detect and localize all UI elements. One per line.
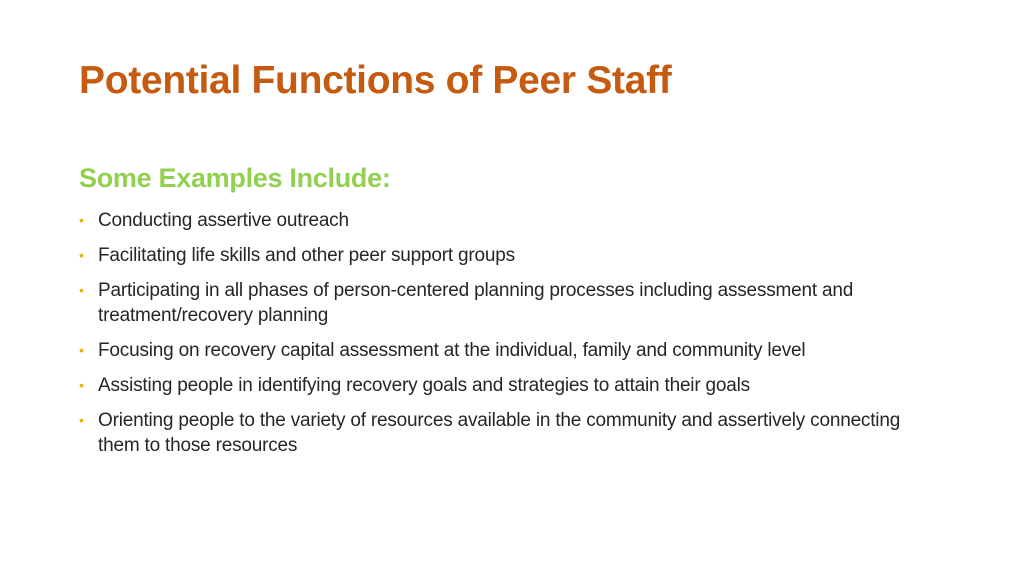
bullet-text: Conducting assertive outreach	[98, 210, 349, 231]
bullet-icon: •	[79, 282, 84, 298]
list-item	[79, 208, 939, 233]
bullet-text: Participating in all phases of person-centered planning processes including assessment and treatment/recovery planning	[98, 280, 854, 326]
bullet-text: Facilitating life skills and other peer support groups	[98, 245, 515, 266]
bullet-text: Focusing on recovery capital assessment at the individual, family and community level	[98, 340, 806, 361]
subheading: Some Examples Include:	[79, 163, 391, 193]
slide-title: Potential Functions of Peer Staff	[79, 59, 672, 102]
bullet-icon: •	[79, 377, 84, 393]
bullet-icon: •	[79, 247, 84, 263]
bullet-text: Orienting people to the variety of resources available in the community and assertively connecting them to those resources	[98, 410, 901, 456]
bullet-icon: •	[79, 412, 84, 428]
list-item	[79, 278, 939, 328]
bullet-icon: •	[79, 342, 84, 358]
list-item	[79, 408, 939, 458]
list-item	[79, 338, 939, 363]
bullet-icon: •	[79, 212, 84, 228]
bullet-list	[79, 208, 939, 468]
list-item	[79, 373, 939, 398]
list-item	[79, 243, 939, 268]
bullet-text: Assisting people in identifying recovery goals and strategies to attain their goals	[98, 375, 750, 396]
